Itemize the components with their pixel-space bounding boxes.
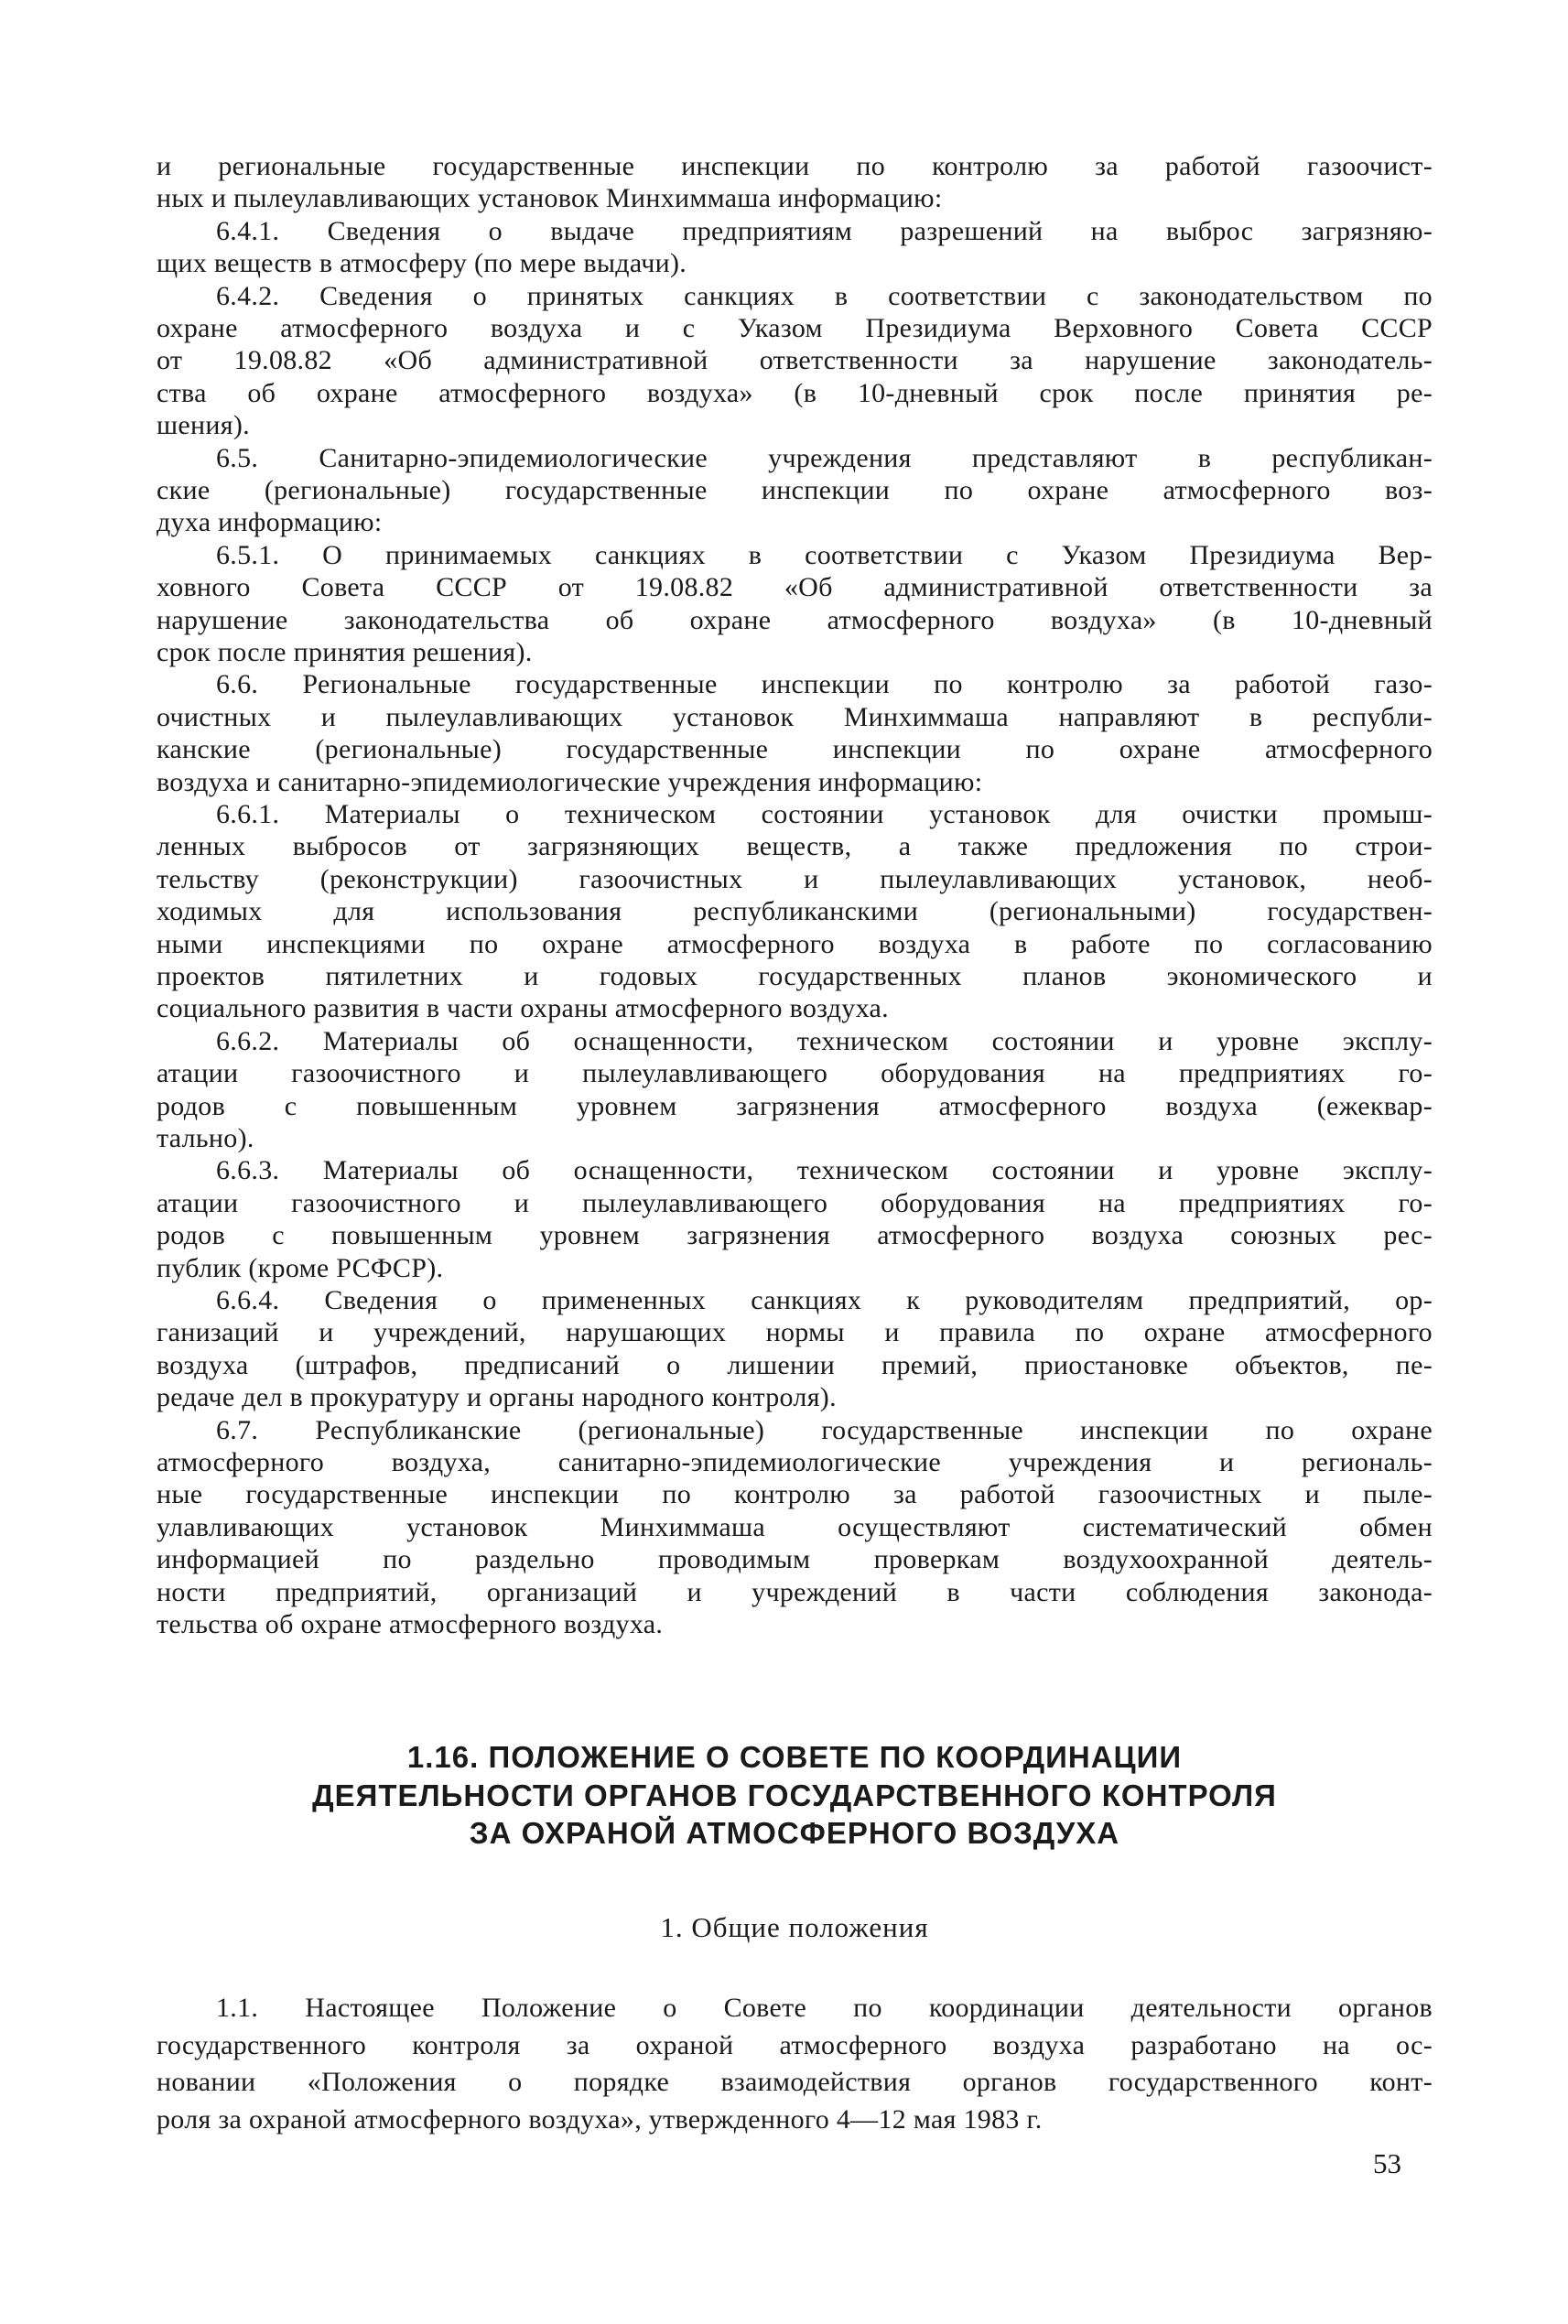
text-line: 6.7. Республиканские (региональные) государственные инспекции по охране [216, 1414, 1433, 1445]
text-line: воздуха и санитарно-эпидемиологические учреждения информацию: [157, 766, 983, 797]
page-number: 53 [1373, 2147, 1401, 2179]
section-heading-line: ЗА ОХРАНОЙ АТМОСФЕРНОГО ВОЗДУХА [469, 1816, 1120, 1850]
text-line: щих веществ в атмосферу (по мере выдачи). [157, 248, 687, 279]
text-line: 6.6.3. Материалы об оснащенности, техническом состоянии и уровне эксплу- [216, 1155, 1433, 1186]
text-line: от 19.08.82 «Об административной ответственности за нарушение законодатель- [157, 345, 1433, 376]
text-line: проектов пятилетних и годовых государственных планов экономического и [157, 961, 1433, 991]
text-line: ские (региональные) государственные инспекции по охране атмосферного воз- [157, 475, 1433, 505]
text-line: очистных и пылеулавливающих установок Минхиммаша направляют в республи- [157, 701, 1433, 732]
text-line: 6.6.1. Материалы о техническом состоянии установок для очистки промыш- [216, 799, 1433, 829]
text-line: нарушение законодательства об охране атмосферного воздуха» (в 10-дневный [157, 604, 1433, 635]
text-line: 1.1. Настоящее Положение о Совете по координации деятельности органов [216, 1993, 1433, 2023]
subheading: 1. Общие положения [660, 1911, 929, 1943]
text-line: атации газоочистного и пылеулавливающего оборудования на предприятиях го- [157, 1187, 1433, 1218]
text-line: ных и пылеулавливающих установок Минхиммаша информацию: [157, 183, 943, 214]
text-line: редаче дел в прокуратуру и органы народного контроля). [157, 1382, 837, 1413]
text-line: информацией по раздельно проводимым проверкам воздухоохранной деятель- [157, 1544, 1433, 1575]
text-line: ховного Совета СССР от 19.08.82 «Об административной ответственности за [157, 572, 1433, 603]
text-line: ные государственные инспекции по контролю за работой газоочистных и пыле- [157, 1479, 1433, 1510]
text-line: родов с повышенным уровнем загрязнения атмосферного воздуха (ежеквар- [157, 1090, 1433, 1121]
section-heading-line: ДЕЯТЕЛЬНОСТИ ОРГАНОВ ГОСУДАРСТВЕННОГО КОНТРОЛЯ [312, 1778, 1277, 1812]
text-line: шения). [157, 410, 250, 441]
text-line: роля за охраной атмосферного воздуха», утвержденного 4—12 мая 1983 г. [157, 2103, 1043, 2135]
text-line: улавливающих установок Минхиммаша осуществляют систематический обмен [157, 1511, 1433, 1542]
text-line: атмосферного воздуха, санитарно-эпидемиологические учреждения и региональ- [157, 1447, 1433, 1477]
text-line: 6.6.2. Материалы об оснащенности, техническом состоянии и уровне эксплу- [216, 1025, 1433, 1056]
text-line: ными инспекциями по охране атмосферного воздуха в работе по согласованию [157, 928, 1433, 959]
text-line: ганизаций и учреждений, нарушающих нормы и правила по охране атмосферного [157, 1317, 1433, 1348]
text-line: 6.5.1. О принимаемых санкциях в соответствии с Указом Президиума Вер- [216, 539, 1433, 570]
text-line: ства об охране атмосферного воздуха» (в 10-дневный срок после принятия ре- [157, 377, 1433, 408]
text-line: социального развития в части охраны атмосферного воздуха. [157, 993, 889, 1024]
text-line: ности предприятий, организаций и учреждений в части соблюдения законода- [157, 1576, 1433, 1607]
text-line: родов с повышенным уровнем загрязнения атмосферного воздуха союзных рес- [157, 1220, 1433, 1251]
text-line: охране атмосферного воздуха и с Указом Президиума Верховного Совета СССР [157, 313, 1433, 343]
text-line: государственного контроля за охраной атмосферного воздуха разработано на ос- [157, 2029, 1433, 2060]
text-line: тально). [157, 1123, 254, 1153]
text-line: 6.5. Санитарно-эпидемиологические учреждения представляют в республикан- [216, 442, 1433, 473]
text-line: и региональные государственные инспекции по контролю за работой газоочист- [157, 151, 1433, 181]
text-line: тельства об охране атмосферного воздуха. [157, 1609, 664, 1639]
text-line: духа информацию: [157, 507, 383, 538]
text-line: тельству (реконструкции) газоочистных и пылеулавливающих установок, необ- [157, 863, 1433, 894]
text-line: 6.6. Региональные государственные инспекции по контролю за работой газо- [216, 669, 1433, 700]
text-line: 6.4.1. Сведения о выдаче предприятиям разрешений на выброс загрязняю- [216, 215, 1433, 246]
text-line: 6.6.4. Сведения о примененных санкциях к руководителям предприятий, ор- [216, 1285, 1433, 1315]
text-line: срок после принятия решения). [157, 637, 533, 667]
text-line: ходимых для использования республиканскими (региональными) государствен- [157, 896, 1433, 927]
text-line: 6.4.2. Сведения о принятых санкциях в соответствии с законодательством по [216, 280, 1433, 311]
text-line: публик (кроме РСФСР). [157, 1252, 444, 1283]
text-line: ленных выбросов от загрязняющих веществ, а также предложения по строи- [157, 831, 1433, 862]
text-line: атации газоочистного и пылеулавливающего оборудования на предприятиях го- [157, 1058, 1433, 1089]
section-heading-line: 1.16. ПОЛОЖЕНИЕ О СОВЕТЕ ПО КООРДИНАЦИИ [406, 1740, 1183, 1774]
text-line: воздуха (штрафов, предписаний о лишении премий, приостановке объектов, пе- [157, 1349, 1433, 1380]
text-line: канские (региональные) государственные инспекции по охране атмосферного [157, 734, 1433, 765]
text-line: новании «Положения о порядке взаимодействия органов государственного конт- [157, 2067, 1433, 2097]
